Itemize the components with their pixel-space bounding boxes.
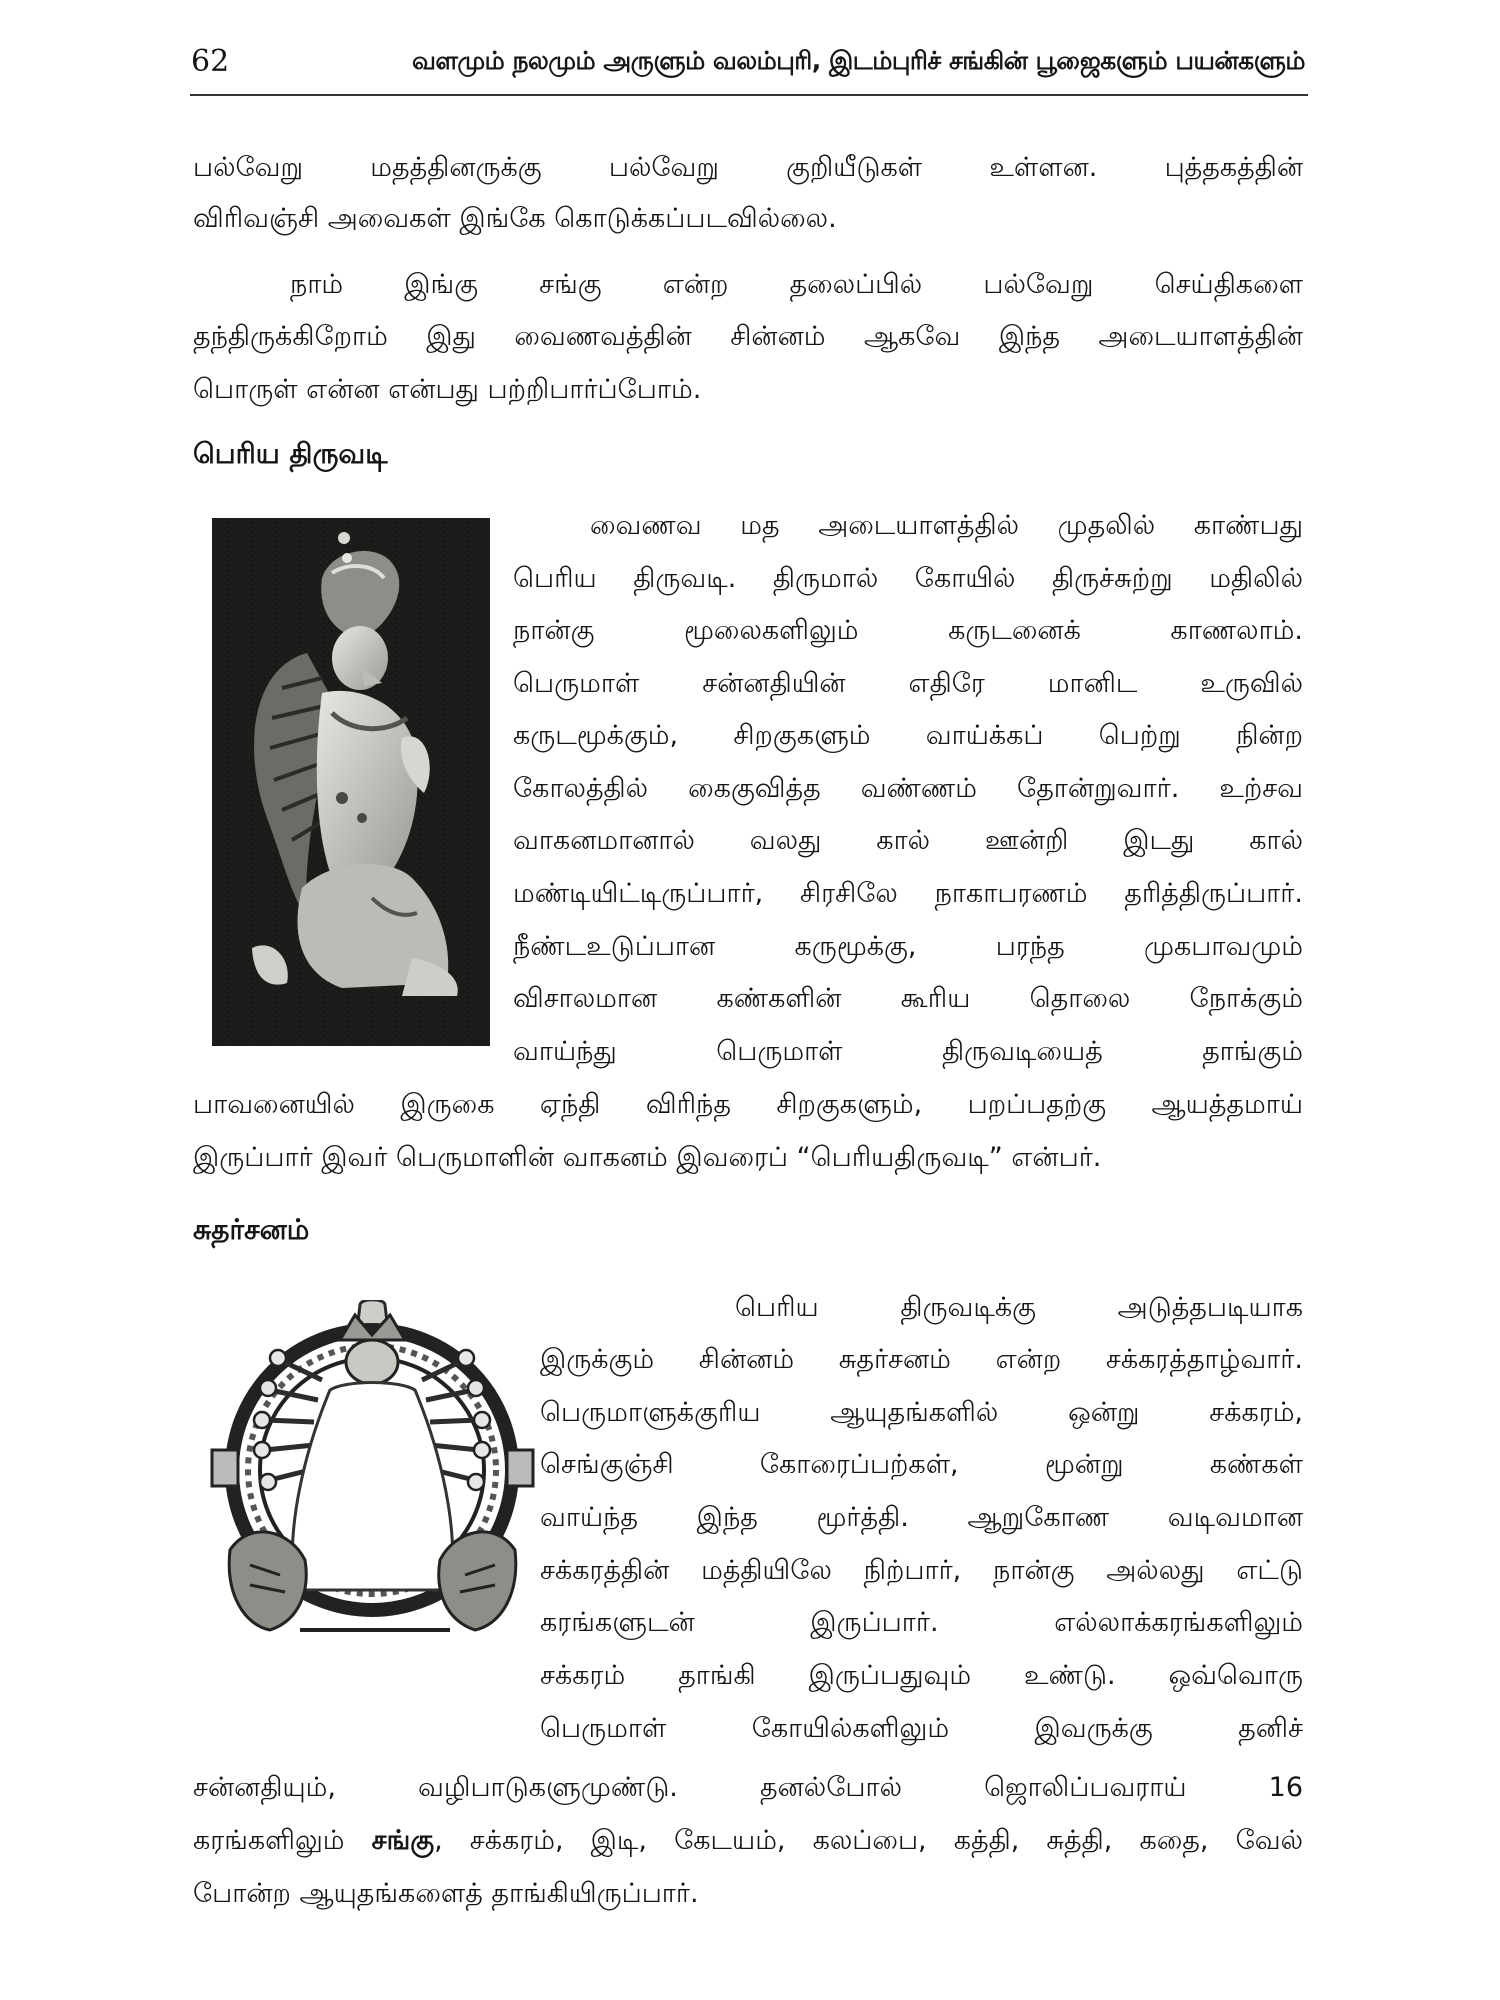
page-number: 62 (191, 44, 230, 79)
garuda-image (212, 518, 490, 1046)
section1-line: மண்டியிட்டிருப்பார், சிரசிலே நாகாபரணம் தரித்திருப்பார். (513, 878, 1303, 909)
section1-line: நீண்டஉடுப்பான கருமூக்கு, பரந்த முகபாவமும் (513, 931, 1303, 962)
section1-last-line-end: என்பர். (1002, 1142, 1102, 1173)
section2-line: சன்னதியும், வழிபாடுகளுமுண்டு. தனல்போல் ஜொலிப்பவராய் 16 (193, 1772, 1303, 1803)
para2-line: தந்திருக்கிறோம் இது வைணவத்தின் சின்னம் ஆகவே இந்த அடையாளத்தின் (193, 321, 1303, 352)
section1-line: பாவனையில் இருகை ஏந்தி விரிந்த சிறகுகளும், பறப்பதற்கு ஆயத்தமாய் (193, 1089, 1303, 1120)
section1-line: வைணவ மத அடையாளத்தில் முதலில் காண்பது (590, 510, 1303, 541)
para2-line: பொருள் என்ன என்பது பற்றிபார்ப்போம். (193, 374, 702, 405)
section1-line: பெரிய திருவடி. திருமால் கோயில் திருச்சுற்று மதிலில் (513, 563, 1303, 594)
section1-line: வாகனமானால் வலது கால் ஊன்றி இடது கால் (513, 825, 1303, 856)
section2-line: இருக்கும் சின்னம் சுதர்சனம் என்ற சக்கரத்தாழ்வார். (540, 1344, 1303, 1375)
section2-line: பெரிய திருவடிக்கு அடுத்தபடியாக (735, 1292, 1303, 1323)
section2-line: சக்கரம் தாங்கி இருப்பதுவும் உண்டு. ஒவ்வொரு (540, 1660, 1303, 1691)
section2-line: கரங்களுடன் இருப்பார். எல்லாக்கரங்களிலும் (540, 1607, 1303, 1638)
garuda-illustration (212, 518, 490, 1046)
section1-last-line (193, 1138, 1303, 1178)
section2-line-text-rest: , சக்கரம், இடி, கேடயம், கலப்பை, கத்தி, சுத்தி, கதை, வேல் (434, 1825, 1303, 1856)
section2-line: போன்ற ஆயுதங்களைத் தாங்கியிருப்பார். (193, 1878, 699, 1909)
bold-term-sangu: சங்கு (371, 1825, 435, 1856)
section1-line: கருடமூக்கும், சிறகுகளும் வாய்க்கப் பெற்று நின்ற (513, 720, 1303, 751)
quoted-term-periyathiruvadi: “பெரியதிருவடி” (796, 1142, 1003, 1173)
header-rule (190, 94, 1308, 96)
section2-line: சக்கரத்தின் மத்தியிலே நிற்பார், நான்கு அல்லது எட்டு (540, 1555, 1303, 1586)
section2-line: வாய்ந்த இந்த மூர்த்தி. ஆறுகோண வடிவமான (540, 1502, 1303, 1533)
section1-last-line-text: இருப்பார் இவர் பெருமாளின் வாகனம் இவரைப் (193, 1142, 797, 1173)
section2-line: செங்குஞ்சி கோரைப்பற்கள், மூன்று கண்கள் (540, 1449, 1303, 1480)
section1-line: வாய்ந்து பெருமாள் திருவடியைத் தாங்கும் (513, 1036, 1303, 1067)
section1-line: நான்கு மூலைகளிலும் கருடனைக் காணலாம். (513, 615, 1303, 646)
running-title: வளமும் நலமும் அருளும் வலம்புரி, இடம்புரிச் சங்கின் பூஜைகளும் பயன்களும் (411, 46, 1305, 75)
sudarshana-illustration (210, 1300, 535, 1640)
section1-line: விசாலமான கண்களின் கூரிய தொலை நோக்கும் (513, 983, 1303, 1014)
section2-line: பெருமாள் கோயில்களிலும் இவருக்கு தனிச் (540, 1713, 1303, 1744)
intro-line: விரிவஞ்சி அவைகள் இங்கே கொடுக்கப்படவில்லை. (193, 203, 837, 234)
section2-line: பெருமாளுக்குரிய ஆயுதங்களில் ஒன்று சக்கரம், (540, 1397, 1303, 1428)
section2-line (193, 1821, 1303, 1861)
sudarshana-image (210, 1300, 535, 1640)
section2-line-text: கரங்களிலும் (193, 1825, 372, 1856)
para2-line: நாம் இங்கு சங்கு என்ற தலைப்பில் பல்வேறு செய்திகளை (290, 269, 1303, 300)
section1-line: பெருமாள் சன்னதியின் எதிரே மானிட உருவில் (513, 668, 1303, 699)
section-heading-sudarshanam: சுதர்சனம் (193, 1213, 310, 1246)
section1-line: கோலத்தில் கைகுவித்த வண்ணம் தோன்றுவார். உற்சவ (513, 773, 1303, 804)
intro-line: பல்வேறு மதத்தினருக்கு பல்வேறு குறியீடுகள் உள்ளன. புத்தகத்தின் (193, 152, 1303, 183)
section-heading-periya-thiruvadi: பெரிய திருவடி (193, 437, 388, 470)
